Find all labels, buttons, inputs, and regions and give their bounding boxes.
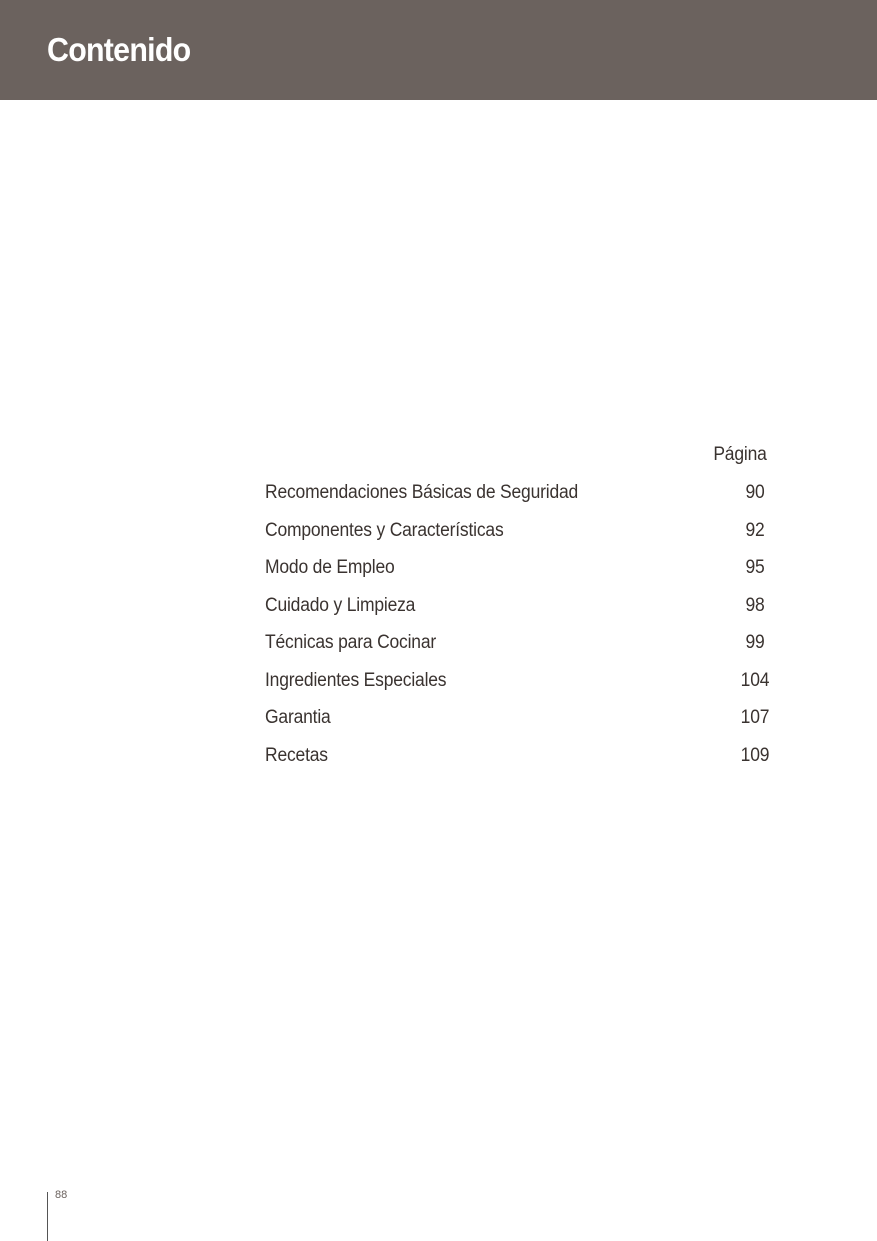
toc-entry-title: Modo de Empleo	[265, 557, 395, 578]
toc-entry-page: 90	[745, 482, 765, 503]
toc-entry-page: 109	[740, 744, 770, 766]
toc-entry-page: 98	[745, 594, 765, 616]
toc-entry-page: 92	[745, 519, 765, 541]
toc-entry-title: Técnicas para Cocinar	[265, 632, 437, 653]
toc-entry[interactable]	[265, 594, 805, 632]
toc-entry-title: Componentes y Características	[265, 519, 504, 541]
header-band	[0, 0, 877, 100]
toc-entry[interactable]	[265, 669, 805, 707]
toc-page-column-heading: Página	[713, 444, 767, 465]
toc-entry[interactable]	[265, 519, 805, 557]
toc-entry-title: Recetas	[265, 744, 328, 766]
toc-entry[interactable]	[265, 744, 805, 782]
toc-entry[interactable]	[265, 556, 805, 594]
toc-entry-title: Ingredientes Especiales	[265, 669, 447, 691]
footer-page-number: 88	[55, 1189, 68, 1201]
footer-divider	[47, 1192, 48, 1241]
page-title: Contenido	[47, 31, 191, 68]
toc-entry-page: 107	[740, 707, 770, 728]
toc-list	[265, 481, 805, 781]
table-of-contents	[265, 441, 805, 781]
toc-entry-page: 104	[740, 669, 770, 691]
toc-entry-title: Cuidado y Limpieza	[265, 594, 416, 616]
toc-entry[interactable]	[265, 706, 805, 744]
toc-entry-page: 99	[745, 632, 765, 653]
toc-header	[265, 441, 805, 469]
toc-entry-title: Recomendaciones Básicas de Seguridad	[265, 482, 579, 503]
toc-entry-title: Garantia	[265, 707, 331, 728]
toc-entry-page: 95	[745, 557, 765, 578]
toc-entry[interactable]	[265, 481, 805, 519]
toc-entry[interactable]	[265, 631, 805, 669]
